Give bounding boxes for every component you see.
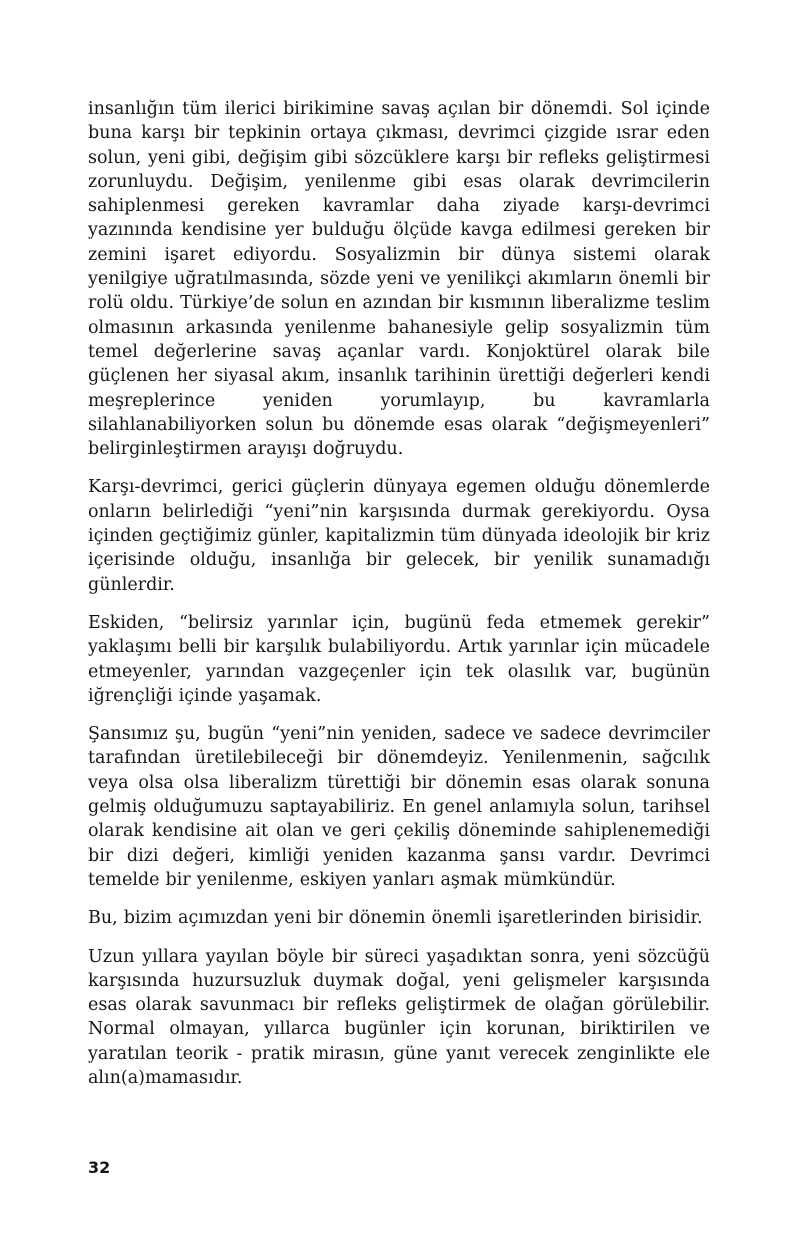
paragraph-3: Eskiden, “belirsiz yarınlar için, bugünü feda etmemek gerekir” yaklaşımı belli bir karşılık bulabiliyordu. Artık yarınlar için mücadele etmeyenler, yarından vazgeçenler için tek olasılık var, bugünün iğrençliği içinde yaşamak.	[88, 612, 710, 706]
body-text	[88, 97, 710, 1090]
paragraph-5: Bu, bizim açımızdan yeni bir dönemin önemli işaretlerinden birisidir.	[88, 908, 703, 929]
paragraph-1: insanlığın tüm ilerici birikimine savaş açılan bir dönemdi. Sol içinde buna karşı bir tepkinin ortaya çıkması, devrimci çizgide ısrar eden solun, yeni gibi, değişim gibi sözcüklere karşı bir refleks geliştirmesi zorunluydu. Değişim, yenilenme gibi esas olarak devrimcilerin sahiplenmesi gereken kavramlar daha ziyade karşı-devrimci yazınında kendisine yer bulduğu ölçüde kavga edilmesi gereken bir zemini işaret ediyordu. Sosyalizmin bir dünya sistemi olarak yenilgiye uğratılmasında, sözde yeni ve yenilikçi akımların önemli bir rolü oldu. Türkiye’de solun en azından bir kısmının liberalizme teslim olmasının arkasında yenilenme bahanesiyle gelip sosyalizmin tüm temel değerlerine savaş açanlar vardı. Konjoktürel olarak bile güçlenen her siyasal akım, insanlık tarihinin ürettiği değerleri kendi meşreplerince yeniden yorumlayıp, bu kavramlarla silahlanabiliyorken solun bu dönemde esas olarak “değişmeyenleri” belirginleştirmen arayışı doğruydu.	[88, 99, 710, 460]
page-number: 32	[88, 1158, 111, 1177]
paragraph-4: Şansımız şu, bugün “yeni”nin yeniden, sadece ve sadece devrimciler tarafından üretilebileceği bir dönemdeyiz. Yenilenmenin, sağcılık veya olsa olsa liberalizm türettiği bir dönemin esas olarak sonuna gelmiş olduğumuzu saptayabiliriz. En genel anlamıyla solun, tarihsel olarak kendisine ait olan ve geri çekiliş döneminde sahiplenemediği bir dizi değeri, kimliği yeniden kazanma şansı vardır. Devrimci temelde bir yenilenme, eskiyen yanları aşmak mümkündür.	[88, 724, 710, 890]
paragraph-2: Karşı-devrimci, gerici güçlerin dünyaya egemen olduğu dönemlerde onların belirlediği “yeni”nin karşısında durmak gerekiyordu. Oysa içinden geçtiğimiz günler, kapitalizmin tüm dünyada ideolojik bir kriz içerisinde olduğu, insanlığa bir gelecek, bir yenilik sunamadığı günlerdir.	[88, 477, 710, 595]
paragraph-6: Uzun yıllara yayılan böyle bir süreci yaşadıktan sonra, yeni sözcüğü karşısında huzursuzluk duymak doğal, yeni gelişmeler karşısında esas olarak savunmacı bir refleks geliştirmek de olağan görülebilir. Normal olmayan, yıllarca bugünler için korunan, biriktirilen ve yaratılan teorik - pratik mirasın, güne yanıt verecek zenginlikte ele alın(a)mamasıdır.	[88, 946, 710, 1088]
